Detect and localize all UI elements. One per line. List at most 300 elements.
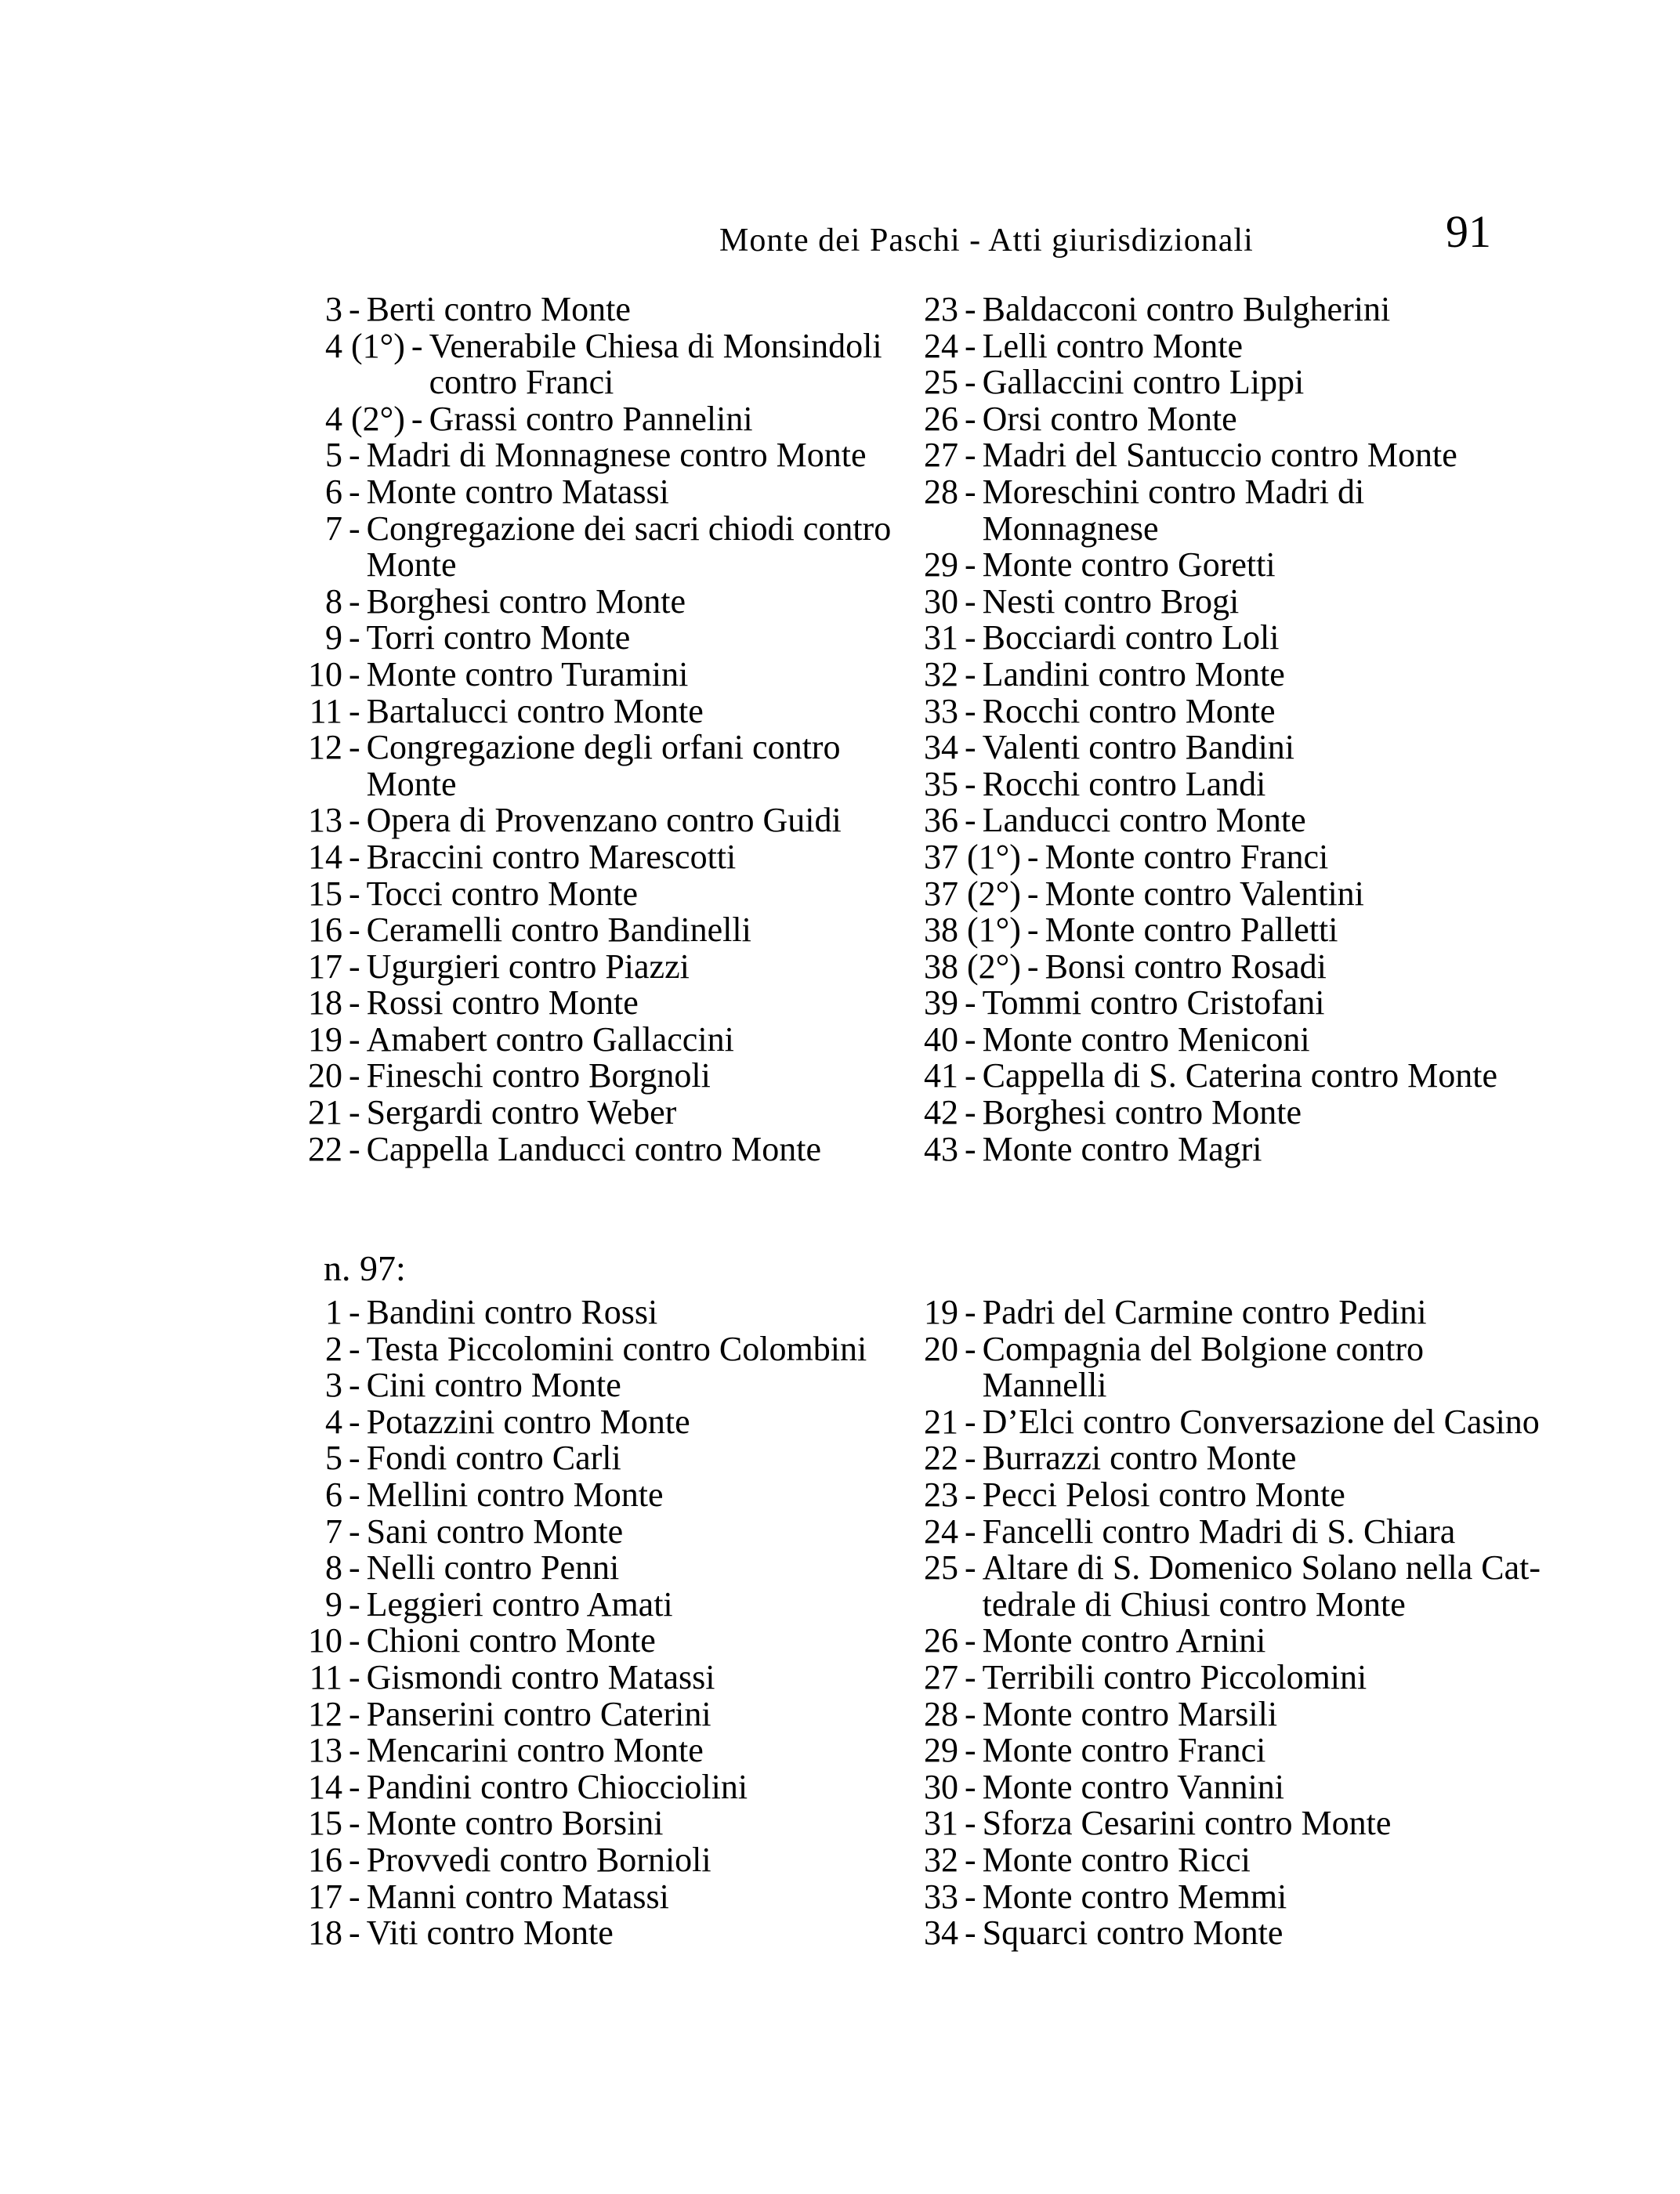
case-text xyxy=(983,730,1646,766)
case-list-item xyxy=(918,474,1646,547)
case-number: 20 xyxy=(308,1056,342,1095)
case-number: 27 xyxy=(924,1657,958,1696)
case-list-item xyxy=(918,1805,1646,1842)
case-text xyxy=(367,985,913,1022)
dash-separator: - xyxy=(349,436,360,475)
case-list-item xyxy=(918,1879,1646,1916)
case-text-line: Tocci contro Monte xyxy=(366,874,639,913)
dash-separator: - xyxy=(965,654,976,693)
case-text-line: Fondi contro Carli xyxy=(366,1439,621,1478)
case-number: 4 xyxy=(325,1402,342,1441)
dash-separator: - xyxy=(965,801,976,840)
case-list-1-left-column xyxy=(302,291,913,1168)
case-text-line: Borghesi contro Monte xyxy=(982,1093,1302,1132)
dash-separator: - xyxy=(965,1329,976,1368)
case-number: 8 xyxy=(325,581,342,621)
dash-separator: - xyxy=(349,911,360,950)
case-text xyxy=(429,401,913,438)
dash-separator: - xyxy=(349,1694,360,1733)
case-number: 29 xyxy=(924,1731,958,1770)
case-text xyxy=(1045,949,1646,986)
case-number-suffix: (1°) xyxy=(342,326,405,365)
case-text-line: Torri contro Monte xyxy=(366,618,631,657)
case-list-item xyxy=(302,1657,913,1696)
case-text-line: Terribili contro Piccolomini xyxy=(982,1657,1367,1696)
case-number: 6 xyxy=(325,1475,342,1514)
case-list-item xyxy=(918,581,1646,621)
case-text xyxy=(982,1657,1646,1696)
dash-separator: - xyxy=(349,1402,360,1441)
case-text xyxy=(366,581,913,621)
case-number: 43 xyxy=(924,1129,958,1168)
case-text-line: Sani contro Monte xyxy=(366,1512,624,1551)
case-text-line: Monnagnese xyxy=(982,509,1159,548)
case-text xyxy=(983,802,1646,839)
case-number: 18 xyxy=(308,1913,342,1953)
dash-separator: - xyxy=(349,1804,360,1843)
section-label: n. 97: xyxy=(324,1248,406,1288)
case-text-line: Cini contro Monte xyxy=(366,1366,621,1405)
case-list-item xyxy=(302,291,913,328)
case-list-2-right-column xyxy=(918,1294,1646,1952)
case-text-line: Valenti contro Bandini xyxy=(982,728,1295,767)
dash-separator: - xyxy=(965,1877,976,1916)
dash-separator: - xyxy=(349,801,360,840)
case-list-item xyxy=(302,1095,913,1131)
case-list-item xyxy=(918,912,1646,949)
dash-separator: - xyxy=(349,1093,360,1132)
case-text-line: Monte contro Franci xyxy=(1045,837,1329,876)
case-text-line: Berti contro Monte xyxy=(366,290,631,328)
case-number: 25 xyxy=(924,1548,958,1588)
case-text-line: Bartalucci contro Monte xyxy=(366,691,704,730)
case-text xyxy=(982,1019,1646,1059)
case-list-item xyxy=(302,985,913,1022)
case-list-item xyxy=(918,1095,1646,1131)
dash-separator: - xyxy=(1026,947,1039,986)
case-list-item xyxy=(302,1514,913,1551)
dash-separator: - xyxy=(349,1019,360,1059)
case-list-item xyxy=(918,1440,1646,1477)
dash-separator: - xyxy=(965,1731,976,1770)
case-list-item xyxy=(918,547,1646,584)
case-text xyxy=(983,985,1646,1022)
case-list-item xyxy=(302,1623,913,1660)
case-text-line: contro Franci xyxy=(429,363,614,402)
case-number: 9 xyxy=(325,618,342,657)
case-text xyxy=(1045,912,1646,949)
case-text xyxy=(367,802,913,839)
case-number: 8 xyxy=(325,1548,342,1588)
case-text-line: Cappella di S. Caterina contro Monte xyxy=(982,1056,1498,1095)
dash-separator: - xyxy=(965,1657,976,1696)
case-text xyxy=(367,474,913,511)
case-text xyxy=(367,693,913,730)
case-list-item xyxy=(302,620,913,657)
dash-separator: - xyxy=(349,1366,360,1405)
case-text-line: Bonsi contro Rosadi xyxy=(1045,947,1327,986)
case-text-line: Gismondi contro Matassi xyxy=(366,1657,715,1696)
case-list-item xyxy=(302,1915,913,1952)
case-text xyxy=(983,1477,1646,1514)
case-text-line: Bandini contro Rossi xyxy=(366,1293,658,1331)
dash-separator: - xyxy=(411,326,423,365)
running-header: Monte dei Paschi - Atti giurisdizionali xyxy=(719,223,1254,259)
case-list-item xyxy=(302,839,913,876)
dash-separator: - xyxy=(349,1840,360,1879)
case-list-item xyxy=(302,693,913,730)
case-text-line: Ceramelli contro Bandinelli xyxy=(366,911,751,950)
case-text xyxy=(983,1915,1646,1952)
case-text-line: Gallaccini contro Lippi xyxy=(982,363,1305,402)
case-text xyxy=(983,1732,1646,1769)
case-list-item xyxy=(918,1058,1646,1095)
case-list-item xyxy=(918,949,1646,986)
case-list-item xyxy=(302,401,913,438)
case-text-line: Tommi contro Cristofani xyxy=(982,983,1325,1023)
case-list-item xyxy=(302,912,913,949)
case-text-line: Baldacconi contro Bulgherini xyxy=(982,290,1391,328)
case-number: 1 xyxy=(325,1293,342,1331)
case-text xyxy=(366,654,913,693)
dash-separator: - xyxy=(1026,874,1039,913)
case-text xyxy=(983,401,1646,438)
dash-separator: - xyxy=(965,1913,976,1953)
case-list-item xyxy=(302,1019,913,1059)
case-text xyxy=(367,1477,913,1514)
case-list-item xyxy=(918,364,1646,401)
case-list-item xyxy=(302,1404,913,1441)
case-text-line: Borghesi contro Monte xyxy=(366,581,686,621)
case-list-item xyxy=(918,437,1646,474)
case-number: 3 xyxy=(325,1366,342,1405)
case-text xyxy=(983,1842,1646,1879)
case-number: 16 xyxy=(308,1840,342,1879)
case-text xyxy=(367,291,913,328)
case-list-item xyxy=(302,1440,913,1477)
dash-separator: - xyxy=(965,1475,976,1514)
case-number: 26 xyxy=(924,399,958,438)
case-text xyxy=(367,1331,913,1368)
case-number: 10 xyxy=(308,654,342,693)
case-number-suffix: (2°) xyxy=(958,947,1021,986)
case-text xyxy=(983,1058,1646,1095)
case-list-item xyxy=(918,291,1646,328)
case-number: 42 xyxy=(924,1093,958,1132)
dash-separator: - xyxy=(965,1056,976,1095)
case-number: 40 xyxy=(924,1019,958,1059)
case-text xyxy=(983,1131,1646,1168)
dash-separator: - xyxy=(965,1840,976,1879)
case-number: 28 xyxy=(924,1694,958,1733)
case-text xyxy=(983,766,1646,803)
case-list-item xyxy=(918,1477,1646,1514)
case-list-item xyxy=(302,1879,913,1916)
dash-separator: - xyxy=(965,691,976,730)
case-number: 10 xyxy=(308,1621,342,1660)
case-list-item xyxy=(918,839,1646,876)
dash-separator: - xyxy=(965,618,976,657)
case-text xyxy=(983,620,1646,657)
case-number: 5 xyxy=(325,436,342,475)
case-text xyxy=(983,474,1646,547)
case-number: 13 xyxy=(308,1731,342,1770)
case-text xyxy=(367,1294,913,1331)
dash-separator: - xyxy=(965,1129,976,1168)
dash-separator: - xyxy=(965,581,976,621)
case-text-line: Monte contro Arnini xyxy=(982,1621,1266,1660)
dash-separator: - xyxy=(349,1293,360,1331)
case-text xyxy=(367,620,913,657)
case-list-item xyxy=(918,620,1646,657)
case-text-line: Padri del Carmine contro Pedini xyxy=(982,1293,1427,1331)
case-number: 3 xyxy=(325,290,342,328)
case-number: 17 xyxy=(308,947,342,986)
case-number: 17 xyxy=(308,1877,342,1916)
case-number-suffix: (1°) xyxy=(958,837,1021,876)
dash-separator: - xyxy=(349,947,360,986)
case-list-item xyxy=(302,328,913,401)
case-list-item xyxy=(918,328,1646,365)
case-text-line: Mellini contro Monte xyxy=(366,1475,664,1514)
case-text-line: Monte contro Memmi xyxy=(982,1877,1287,1916)
dash-separator: - xyxy=(965,764,976,803)
case-text xyxy=(982,581,1646,621)
case-text-line: Monte contro Palletti xyxy=(1045,911,1338,950)
case-number: 19 xyxy=(924,1293,958,1331)
dash-separator: - xyxy=(965,1804,976,1843)
dash-separator: - xyxy=(965,1694,976,1733)
dash-separator: - xyxy=(965,545,976,585)
case-text xyxy=(366,1584,913,1624)
dash-separator: - xyxy=(349,1913,360,1953)
case-number: 23 xyxy=(924,290,958,328)
case-number: 30 xyxy=(924,1767,958,1806)
case-text-line: Potazzini contro Monte xyxy=(366,1402,690,1441)
case-number: 35 xyxy=(924,764,958,803)
case-text xyxy=(367,1367,913,1404)
case-text-line: Madri di Monnagnese contro Monte xyxy=(366,436,867,475)
dash-separator: - xyxy=(349,874,360,913)
case-text-line: Madri del Santuccio contro Monte xyxy=(982,436,1457,475)
case-number: 11 xyxy=(309,691,342,730)
case-list-item xyxy=(302,1058,913,1095)
case-text xyxy=(1045,839,1646,876)
case-list-item xyxy=(918,730,1646,766)
case-number: 4 xyxy=(325,326,342,365)
case-number: 7 xyxy=(325,509,342,548)
case-text xyxy=(367,912,913,949)
dash-separator: - xyxy=(965,1293,976,1331)
dash-separator: - xyxy=(965,1548,976,1588)
case-list-item xyxy=(302,1367,913,1404)
case-text-line: Rossi contro Monte xyxy=(366,983,639,1023)
case-list-item xyxy=(302,1550,913,1587)
case-text xyxy=(367,730,913,802)
case-number: 38 xyxy=(924,911,958,950)
case-list-item xyxy=(302,1331,913,1368)
case-text-line: Nesti contro Brogi xyxy=(982,581,1240,621)
case-text xyxy=(983,1550,1646,1623)
case-text xyxy=(983,437,1646,474)
case-number: 32 xyxy=(924,654,958,693)
case-list-item xyxy=(918,1514,1646,1551)
dash-separator: - xyxy=(349,581,360,621)
case-text xyxy=(983,1623,1646,1660)
dash-separator: - xyxy=(349,1475,360,1514)
case-number: 12 xyxy=(308,728,342,767)
case-text xyxy=(367,1058,913,1095)
case-number: 14 xyxy=(308,1767,342,1806)
case-list-item xyxy=(918,1696,1646,1733)
case-number: 5 xyxy=(325,1439,342,1478)
case-text-line: Ugurgieri contro Piazzi xyxy=(366,947,690,986)
dash-separator: - xyxy=(965,728,976,767)
case-text xyxy=(367,1769,913,1806)
case-number: 15 xyxy=(308,874,342,913)
case-number: 19 xyxy=(308,1019,342,1059)
dash-separator: - xyxy=(965,1621,976,1660)
case-number: 29 xyxy=(924,545,958,585)
case-text xyxy=(366,1019,913,1059)
case-text-line: Bocciardi contro Loli xyxy=(982,618,1280,657)
case-text-line: Sergardi contro Weber xyxy=(366,1093,677,1132)
case-text xyxy=(367,1514,913,1551)
dash-separator: - xyxy=(965,472,976,511)
case-text xyxy=(983,364,1646,401)
case-text-line: Leggieri contro Amati xyxy=(366,1584,673,1624)
case-text-line: Pecci Pelosi contro Monte xyxy=(982,1475,1345,1514)
case-text xyxy=(983,328,1646,365)
case-list-item xyxy=(302,1696,913,1733)
case-list-item xyxy=(918,1550,1646,1623)
case-number: 32 xyxy=(924,1840,958,1879)
case-list-item xyxy=(918,1019,1646,1059)
case-list-item xyxy=(918,1131,1646,1168)
case-text-line: Fancelli contro Madri di S. Chiara xyxy=(982,1512,1456,1551)
case-number: 14 xyxy=(308,837,342,876)
case-text-line: Amabert contro Gallaccini xyxy=(366,1019,734,1059)
case-text-line: Sforza Cesarini contro Monte xyxy=(982,1804,1392,1843)
dash-separator: - xyxy=(349,618,360,657)
dash-separator: - xyxy=(965,363,976,402)
case-number: 33 xyxy=(924,1877,958,1916)
case-text xyxy=(983,291,1646,328)
case-number: 9 xyxy=(325,1584,342,1624)
case-text xyxy=(983,1404,1646,1441)
dash-separator: - xyxy=(965,1767,976,1806)
case-text-line: Pandini contro Chiocciolini xyxy=(366,1767,748,1806)
case-text-line: Venerabile Chiesa di Monsindoli xyxy=(429,326,882,365)
case-text-line: Monte contro Marsili xyxy=(982,1694,1278,1733)
case-text-line: Fineschi contro Borgnoli xyxy=(366,1056,711,1095)
case-text xyxy=(367,1623,913,1660)
case-text-line: Monte contro Vannini xyxy=(982,1767,1285,1806)
case-text-line: Orsi contro Monte xyxy=(982,399,1237,438)
case-text-line: Manni contro Matassi xyxy=(366,1877,669,1916)
case-number: 31 xyxy=(924,1804,958,1843)
case-text-line: Lelli contro Monte xyxy=(982,326,1244,365)
case-list-item xyxy=(302,1294,913,1331)
case-number-suffix: (2°) xyxy=(342,399,405,438)
case-list-item xyxy=(918,1294,1646,1331)
case-list-item xyxy=(302,474,913,511)
case-text xyxy=(983,1514,1646,1551)
case-list-item xyxy=(302,1477,913,1514)
case-text-line: Cappella Landucci contro Monte xyxy=(366,1129,822,1168)
case-number: 33 xyxy=(924,691,958,730)
case-number: 30 xyxy=(924,581,958,621)
case-number: 37 xyxy=(924,837,958,876)
dash-separator: - xyxy=(349,1439,360,1478)
case-text xyxy=(367,1805,913,1842)
dash-separator: - xyxy=(349,1767,360,1806)
case-list-item xyxy=(302,654,913,693)
case-text-line: Braccini contro Marescotti xyxy=(366,837,737,876)
case-text-line: Testa Piccolomini contro Colombini xyxy=(366,1329,867,1368)
dash-separator: - xyxy=(349,1129,360,1168)
case-text-line: Monte xyxy=(366,764,457,803)
case-text-line: Monte contro Turamini xyxy=(366,654,689,693)
case-number-suffix: (2°) xyxy=(958,874,1021,913)
dash-separator: - xyxy=(349,1329,360,1368)
dash-separator: - xyxy=(349,1584,360,1624)
case-text xyxy=(429,328,913,401)
case-text xyxy=(367,1732,913,1769)
case-text-line: Monte contro Ricci xyxy=(982,1840,1251,1879)
case-text xyxy=(983,1331,1646,1404)
case-list-item xyxy=(918,654,1646,693)
case-text-line: Landini contro Monte xyxy=(982,654,1285,693)
dash-separator: - xyxy=(349,837,360,876)
case-text-line: Burrazzi contro Monte xyxy=(982,1439,1297,1478)
case-list-item xyxy=(918,802,1646,839)
case-number: 39 xyxy=(924,983,958,1023)
case-text-line: Viti contro Monte xyxy=(366,1913,614,1953)
case-text-line: Squarci contro Monte xyxy=(982,1913,1284,1953)
case-text xyxy=(367,1131,913,1168)
case-number: 26 xyxy=(924,1621,958,1660)
case-text xyxy=(983,1769,1646,1806)
case-text xyxy=(367,1550,913,1587)
case-number: 11 xyxy=(309,1657,342,1696)
case-text-line: Moreschini contro Madri di xyxy=(982,472,1365,511)
case-list-item xyxy=(918,1769,1646,1806)
case-list-item xyxy=(918,985,1646,1022)
case-list-item xyxy=(918,401,1646,438)
case-text xyxy=(1045,876,1646,913)
dash-separator: - xyxy=(965,983,976,1023)
dash-separator: - xyxy=(349,509,360,548)
dash-separator: - xyxy=(965,326,976,365)
case-text xyxy=(367,839,913,876)
case-list-item xyxy=(918,766,1646,803)
case-number: 21 xyxy=(924,1402,958,1441)
case-number: 2 xyxy=(325,1329,342,1368)
case-number: 6 xyxy=(325,472,342,511)
dash-separator: - xyxy=(349,983,360,1023)
case-list-item xyxy=(302,730,913,802)
case-number: 18 xyxy=(308,983,342,1023)
case-text-line: Chioni contro Monte xyxy=(366,1621,656,1660)
case-text xyxy=(367,1915,913,1952)
case-text-line: Provvedi contro Bornioli xyxy=(366,1840,711,1879)
case-list-1-right-column xyxy=(918,291,1646,1168)
case-list-2-left-column xyxy=(302,1294,913,1952)
case-text-line: Monte contro Franci xyxy=(982,1731,1266,1770)
case-number: 41 xyxy=(924,1056,958,1095)
dash-separator: - xyxy=(349,1548,360,1588)
